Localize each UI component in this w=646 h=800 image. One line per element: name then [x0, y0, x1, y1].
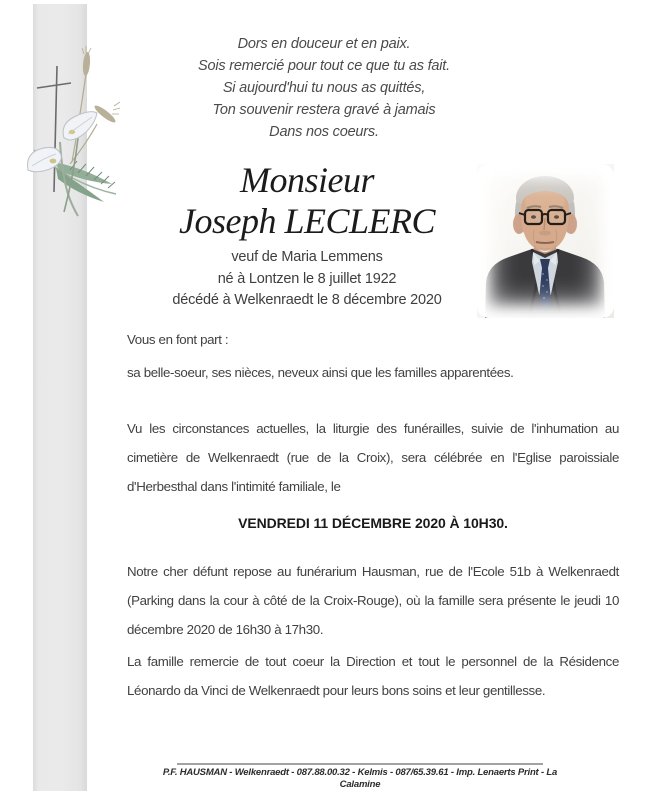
- memorial-poem: [150, 33, 498, 143]
- deceased-name: Joseph LECLERC: [178, 201, 435, 241]
- deceased-title-block: [120, 160, 494, 312]
- announcement-intro: Vous en font part :: [127, 332, 229, 347]
- footer-rule: [177, 763, 543, 765]
- funeral-home-footer: P.F. HAUSMAN - Welkenraedt - 087.88.00.32 - Kelmis - 087/65.39.61 - Imp. Lenaerts Print - La Calamine: [162, 767, 558, 790]
- poem-line: Si aujourd'hui tu nous as quittés,: [222, 80, 426, 96]
- deceased-birth: né à Lontzen le 8 juillet 1922: [217, 270, 397, 287]
- cross-and-lilies-decoration: [20, 42, 130, 232]
- announcement-family: sa belle-soeur, ses nièces, neveux ainsi que les familles apparentées.: [127, 365, 514, 380]
- poem-line: Ton souvenir restera gravé à jamais: [212, 102, 436, 118]
- deceased-death: décédé à Welkenraedt le 8 décembre 2020: [172, 292, 442, 308]
- announcement-ceremony: Vu les circonstances actuelles, la liturgie des funérailles, suivie de l'inhumation au cimetière de Welkenraedt (rue de la Croix), sera célébrée en l'Eglise paroissiale d'Herbesthal dans l'intimité familiale, le: [127, 421, 619, 494]
- announcement-thanks: La famille remercie de tout coeur la Direction et tout le personnel de la Résidence Léonardo da Vinci de Welkenraedt pour leurs bons soins et leur gentillesse.: [127, 654, 619, 698]
- portrait-photo: [477, 164, 614, 318]
- poem-line: Dans nos coeurs.: [269, 124, 379, 140]
- poem-line: Dors en douceur et en paix.: [237, 36, 411, 52]
- announcement-repose: Notre cher défunt repose au funérarium Hausman, rue de l'Ecole 51b à Welkenraedt (Parking dans la cour à côté de la Croix-Rouge), où la famille sera présente le jeudi 10 décembre 2020 de 16h30 à 17h30.: [127, 564, 619, 637]
- deceased-relation: veuf de Maria Lemmens: [231, 249, 383, 265]
- poem-line: Sois remercié pour tout ce que tu as fait.: [198, 58, 450, 74]
- ceremony-date: VENDREDI 11 DÉCEMBRE 2020 À 10H30.: [238, 515, 508, 531]
- deceased-salutation: Monsieur: [240, 160, 374, 200]
